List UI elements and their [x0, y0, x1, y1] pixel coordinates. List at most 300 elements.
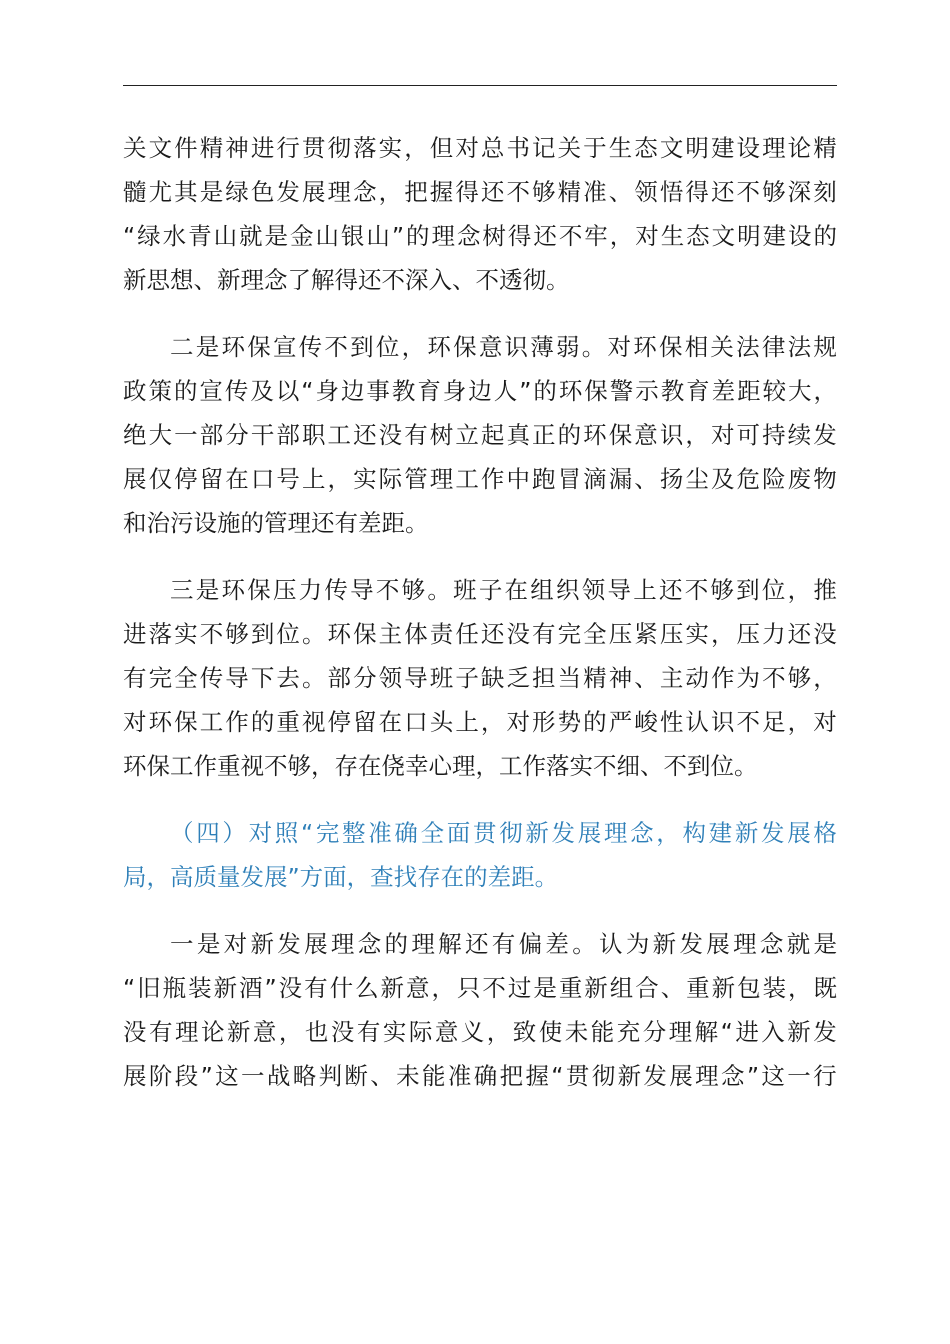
- glyph: 准: [583, 178, 607, 206]
- glyph: 酒: [239, 974, 263, 1002]
- glyph: 理: [668, 1018, 693, 1046]
- glyph: 断: [344, 1062, 368, 1090]
- glyph: 干: [250, 421, 275, 449]
- glyph: 实: [378, 134, 403, 162]
- glyph: 一: [170, 930, 194, 958]
- glyph: 发: [761, 819, 785, 847]
- glyph: 、: [634, 664, 658, 692]
- glyph: 立: [455, 421, 479, 449]
- glyph: 神: [225, 134, 249, 162]
- glyph: 理: [429, 465, 454, 493]
- glyph: 新: [584, 974, 608, 1002]
- glyph: 领: [634, 178, 658, 206]
- glyph: 压: [659, 620, 684, 648]
- glyph: 续: [787, 421, 812, 449]
- glyph: 绿: [225, 178, 249, 206]
- glyph: 新: [250, 930, 274, 958]
- glyph: 绿: [137, 222, 161, 250]
- glyph: ，: [401, 333, 426, 361]
- glyph: 只: [456, 974, 481, 1002]
- text-line: [123, 1054, 837, 1098]
- text-line: [123, 966, 837, 1010]
- glyph: 保: [584, 377, 608, 405]
- glyph: 关: [557, 134, 582, 162]
- glyph: 这: [215, 1062, 239, 1090]
- glyph: 格: [813, 819, 837, 847]
- glyph: 留: [353, 708, 377, 736]
- glyph: 有: [404, 421, 428, 449]
- glyph: 绝: [123, 421, 147, 449]
- document-body: [123, 126, 837, 1121]
- glyph: 口: [404, 708, 428, 736]
- text-line: [123, 126, 837, 170]
- glyph: 作: [480, 465, 505, 493]
- glyph: 握: [429, 178, 454, 206]
- glyph: 对: [455, 134, 479, 162]
- glyph: 论: [787, 134, 812, 162]
- text-line: [123, 214, 837, 258]
- heading-line: [123, 811, 837, 855]
- glyph: 真: [506, 421, 530, 449]
- glyph: 在: [504, 576, 529, 604]
- glyph: 识: [710, 708, 735, 736]
- glyph: 新: [226, 1018, 251, 1046]
- glyph: 示: [635, 377, 659, 405]
- glyph: ，: [486, 1018, 511, 1046]
- glyph: 。: [581, 333, 606, 361]
- glyph: 握: [525, 1062, 549, 1090]
- glyph: 够: [401, 576, 426, 604]
- glyph: 精: [199, 134, 224, 162]
- glyph: 位: [276, 620, 300, 648]
- glyph: 。: [301, 664, 326, 692]
- glyph: 意: [252, 1018, 277, 1046]
- header-rule: [123, 85, 837, 86]
- glyph: 展: [787, 819, 811, 847]
- glyph: 对: [635, 222, 659, 250]
- glyph: 是: [264, 222, 288, 250]
- glyph: 废: [787, 465, 812, 493]
- glyph: 全: [583, 620, 607, 648]
- glyph: 全: [420, 819, 445, 847]
- glyph: 没: [123, 1018, 147, 1046]
- glyph: 教: [391, 377, 416, 405]
- glyph: 能: [422, 1062, 446, 1090]
- glyph: ，: [813, 664, 837, 692]
- glyph: 当: [557, 664, 582, 692]
- glyph: 进: [250, 134, 275, 162]
- glyph: 彻: [499, 819, 523, 847]
- glyph: “: [123, 974, 136, 1002]
- glyph: 解: [438, 930, 462, 958]
- glyph: 尤: [148, 178, 173, 206]
- glyph: 弱: [556, 333, 580, 361]
- glyph: 段: [174, 1062, 199, 1090]
- glyph: 书: [506, 134, 530, 162]
- glyph: 的: [813, 222, 837, 250]
- glyph: 偏: [518, 930, 543, 958]
- glyph: 精: [557, 178, 582, 206]
- glyph: 去: [276, 664, 300, 692]
- glyph: 是: [813, 930, 837, 958]
- glyph: 不: [736, 178, 760, 206]
- glyph: 义: [460, 1018, 485, 1046]
- glyph: 行: [813, 1062, 837, 1090]
- glyph: 上: [301, 465, 326, 493]
- glyph: 文: [148, 134, 173, 162]
- paragraph-3: [123, 568, 837, 788]
- glyph: 可: [736, 421, 760, 449]
- glyph: 。: [301, 620, 326, 648]
- glyph: 青: [188, 222, 212, 250]
- glyph: 不: [762, 664, 786, 692]
- glyph: 面: [446, 819, 471, 847]
- glyph: 够: [710, 576, 734, 604]
- glyph: 子: [478, 576, 503, 604]
- glyph: 保: [174, 708, 198, 736]
- glyph: 是: [533, 974, 557, 1002]
- glyph: ，: [788, 974, 812, 1002]
- glyph: 有: [148, 1018, 173, 1046]
- glyph: 山: [366, 222, 390, 250]
- glyph: 际: [378, 465, 403, 493]
- glyph: 展: [123, 1062, 147, 1090]
- glyph: 育: [417, 377, 441, 405]
- glyph: 环: [148, 708, 173, 736]
- glyph: 还: [480, 178, 505, 206]
- glyph: 担: [532, 664, 556, 692]
- glyph: 及: [710, 465, 735, 493]
- glyph: 乏: [506, 664, 530, 692]
- glyph: ”: [519, 377, 532, 405]
- glyph: 际: [408, 1018, 433, 1046]
- glyph: 得: [507, 222, 532, 250]
- glyph: 正: [532, 421, 556, 449]
- glyph: 这: [761, 1062, 785, 1090]
- glyph: 未: [564, 1018, 589, 1046]
- glyph: 文: [711, 222, 736, 250]
- glyph: 落: [353, 134, 377, 162]
- glyph: 充: [616, 1018, 641, 1046]
- glyph: 班: [453, 576, 477, 604]
- glyph: 理: [431, 222, 455, 250]
- glyph: 设: [736, 134, 760, 162]
- glyph: 工: [199, 708, 224, 736]
- glyph: 的: [557, 421, 582, 449]
- glyph: 完: [557, 620, 582, 648]
- text-line: [123, 612, 837, 656]
- glyph: 足: [762, 708, 786, 736]
- glyph: 件: [174, 134, 198, 162]
- glyph: 态: [634, 134, 658, 162]
- glyph: 工: [327, 421, 351, 449]
- glyph: 设: [788, 222, 812, 250]
- glyph: 力: [298, 576, 323, 604]
- text-line: 环保工作重视不够，存在侥幸心理，工作落实不细、不到位。: [123, 752, 758, 780]
- heading-line: 局，高质量发展”方面，查找存在的差距。: [123, 863, 559, 891]
- glyph: 尘: [685, 465, 709, 493]
- text-line: [123, 1010, 837, 1054]
- glyph: 上: [633, 576, 657, 604]
- glyph: 口: [250, 465, 275, 493]
- glyph: 班: [429, 664, 454, 692]
- glyph: 紧: [634, 620, 658, 648]
- glyph: 没: [506, 620, 530, 648]
- glyph: ，: [787, 576, 812, 604]
- glyph: 树: [429, 421, 454, 449]
- glyph: 停: [327, 708, 351, 736]
- glyph: 到: [350, 333, 374, 361]
- glyph: 落: [148, 620, 173, 648]
- glyph: 宣: [272, 333, 297, 361]
- glyph: 保: [608, 421, 633, 449]
- glyph: ，: [378, 178, 403, 206]
- glyph: 意: [478, 333, 503, 361]
- glyph: 扬: [659, 465, 684, 493]
- glyph: 建: [708, 819, 733, 847]
- glyph: 入: [761, 1018, 785, 1046]
- section-heading: [123, 811, 837, 899]
- glyph: 把: [404, 178, 428, 206]
- glyph: 识: [659, 421, 684, 449]
- glyph: 发: [813, 1018, 837, 1046]
- glyph: 的: [583, 708, 607, 736]
- glyph: 势: [557, 708, 582, 736]
- glyph: 作: [225, 708, 249, 736]
- glyph: 有: [356, 1018, 381, 1046]
- glyph: 的: [384, 930, 408, 958]
- glyph: 文: [659, 134, 684, 162]
- glyph: ，: [278, 1018, 303, 1046]
- glyph: ，: [710, 620, 735, 648]
- text-line: [123, 369, 837, 413]
- glyph: 就: [239, 222, 263, 250]
- glyph: 不: [199, 620, 224, 648]
- glyph: 主: [659, 664, 684, 692]
- glyph: 缺: [480, 664, 505, 692]
- glyph: 峻: [634, 708, 658, 736]
- glyph: 严: [608, 708, 633, 736]
- glyph: 认: [685, 708, 709, 736]
- glyph: 动: [685, 664, 709, 692]
- glyph: 危: [736, 465, 760, 493]
- glyph: 对: [248, 819, 273, 847]
- glyph: ”: [264, 974, 277, 1002]
- glyph: 领: [581, 576, 606, 604]
- glyph: 、: [634, 465, 658, 493]
- glyph: 相: [684, 333, 709, 361]
- glyph: 够: [532, 178, 556, 206]
- glyph: 育: [686, 377, 710, 405]
- glyph: 部: [276, 421, 300, 449]
- glyph: ，: [656, 819, 680, 847]
- glyph: 部: [327, 664, 351, 692]
- glyph: 在: [225, 465, 249, 493]
- glyph: 还: [710, 178, 735, 206]
- glyph: 差: [711, 377, 736, 405]
- glyph: 得: [685, 178, 709, 206]
- glyph: 实: [685, 620, 709, 648]
- glyph: 力: [762, 620, 786, 648]
- text-line: 新思想、新理念了解得还不深入、不透彻。: [123, 266, 570, 294]
- glyph: 保: [658, 333, 683, 361]
- glyph: ，: [431, 974, 455, 1002]
- glyph: 准: [447, 1062, 472, 1090]
- glyph: 压: [736, 620, 760, 648]
- glyph: 距: [737, 377, 761, 405]
- glyph: （: [170, 819, 194, 847]
- glyph: 合: [635, 974, 659, 1002]
- glyph: 够: [225, 620, 249, 648]
- glyph: 是: [195, 576, 220, 604]
- glyph: 身: [315, 377, 339, 405]
- glyph: 确: [394, 819, 418, 847]
- glyph: 够: [787, 664, 812, 692]
- glyph: 刻: [813, 178, 837, 206]
- glyph: 完: [148, 664, 173, 692]
- glyph: 树: [482, 222, 506, 250]
- glyph: 贯: [301, 134, 326, 162]
- glyph: 理: [330, 930, 355, 958]
- glyph: 不: [375, 576, 400, 604]
- glyph: 不: [324, 333, 348, 361]
- glyph: ，: [480, 708, 505, 736]
- glyph: 精: [813, 134, 837, 162]
- glyph: 的: [250, 708, 275, 736]
- glyph: 山: [213, 222, 238, 250]
- glyph: 人: [493, 377, 518, 405]
- glyph: 到: [250, 620, 275, 648]
- glyph: 警: [609, 377, 634, 405]
- glyph: 理: [695, 1062, 719, 1090]
- glyph: 展: [123, 465, 147, 493]
- glyph: 政: [123, 377, 147, 405]
- glyph: 律: [761, 333, 786, 361]
- glyph: 不: [482, 974, 506, 1002]
- glyph: 使: [538, 1018, 563, 1046]
- glyph: 新: [787, 1018, 811, 1046]
- glyph: 一: [174, 421, 198, 449]
- glyph: 精: [583, 664, 607, 692]
- glyph: 环: [327, 620, 351, 648]
- glyph: 三: [170, 576, 194, 604]
- glyph: 视: [301, 708, 326, 736]
- glyph: 还: [353, 421, 377, 449]
- glyph: 以: [275, 377, 300, 405]
- glyph: 还: [480, 620, 505, 648]
- glyph: 对: [813, 708, 837, 736]
- glyph: 重: [276, 708, 300, 736]
- glyph: 山: [315, 222, 339, 250]
- glyph: 展: [577, 819, 602, 847]
- glyph: “: [551, 1062, 564, 1090]
- glyph: 法: [787, 333, 812, 361]
- glyph: 什: [329, 974, 354, 1002]
- glyph: 环: [221, 333, 245, 361]
- glyph: 整: [342, 819, 366, 847]
- glyph: ，: [787, 708, 812, 736]
- glyph: 判: [318, 1062, 343, 1090]
- glyph: 。: [572, 930, 596, 958]
- glyph: 一: [240, 1062, 265, 1090]
- glyph: 念: [759, 930, 784, 958]
- text-line: [123, 413, 837, 457]
- glyph: 论: [200, 1018, 225, 1046]
- glyph: 导: [350, 576, 374, 604]
- glyph: 关: [710, 333, 734, 361]
- glyph: 彻: [591, 1062, 616, 1090]
- glyph: 发: [276, 178, 300, 206]
- glyph: 策: [148, 377, 172, 405]
- glyph: 念: [357, 930, 382, 958]
- glyph: ，: [609, 222, 634, 250]
- glyph: 到: [736, 576, 760, 604]
- text-line: 和治污设施的管理还有差距。: [123, 509, 429, 537]
- glyph: 态: [686, 222, 710, 250]
- glyph: 建: [710, 134, 735, 162]
- glyph: 工: [455, 465, 479, 493]
- glyph: 环: [221, 576, 245, 604]
- glyph: “: [300, 819, 314, 847]
- glyph: 得: [455, 178, 479, 206]
- glyph: 位: [761, 576, 786, 604]
- glyph: 有: [304, 974, 328, 1002]
- glyph: 新: [711, 974, 736, 1002]
- glyph: 大: [148, 421, 173, 449]
- glyph: 有: [491, 930, 516, 958]
- glyph: 就: [786, 930, 811, 958]
- glyph: 战: [266, 1062, 291, 1090]
- glyph: ”: [746, 1062, 760, 1090]
- glyph: 发: [551, 819, 575, 847]
- glyph: 险: [762, 465, 786, 493]
- glyph: 是: [196, 930, 221, 958]
- glyph: 装: [188, 974, 212, 1002]
- glyph: ，: [404, 134, 428, 162]
- glyph: 实: [353, 465, 377, 493]
- glyph: 么: [355, 974, 379, 1002]
- glyph: 为: [625, 930, 650, 958]
- glyph: 组: [609, 974, 634, 1002]
- glyph: 还: [464, 930, 489, 958]
- glyph: 环: [583, 421, 607, 449]
- glyph: 、: [660, 974, 685, 1002]
- glyph: 领: [378, 664, 403, 692]
- glyph: 主: [378, 620, 403, 648]
- glyph: 念: [456, 222, 481, 250]
- glyph: 没: [278, 974, 303, 1002]
- glyph: 组: [530, 576, 554, 604]
- glyph: 形: [532, 708, 556, 736]
- glyph: 致: [512, 1018, 537, 1046]
- glyph: 发: [813, 421, 837, 449]
- glyph: 旧: [137, 974, 161, 1002]
- glyph: 没: [813, 620, 837, 648]
- glyph: 较: [762, 377, 787, 405]
- glyph: 保: [247, 333, 271, 361]
- glyph: 边: [468, 377, 492, 405]
- glyph: 念: [353, 178, 377, 206]
- glyph: 新: [380, 974, 405, 1002]
- glyph: 进: [735, 1018, 759, 1046]
- glyph: 位: [375, 333, 400, 361]
- glyph: 保: [453, 333, 477, 361]
- glyph: 下: [250, 664, 275, 692]
- glyph: 大: [788, 377, 812, 405]
- glyph: 身: [442, 377, 467, 405]
- glyph: 关: [123, 134, 147, 162]
- glyph: “: [123, 222, 136, 250]
